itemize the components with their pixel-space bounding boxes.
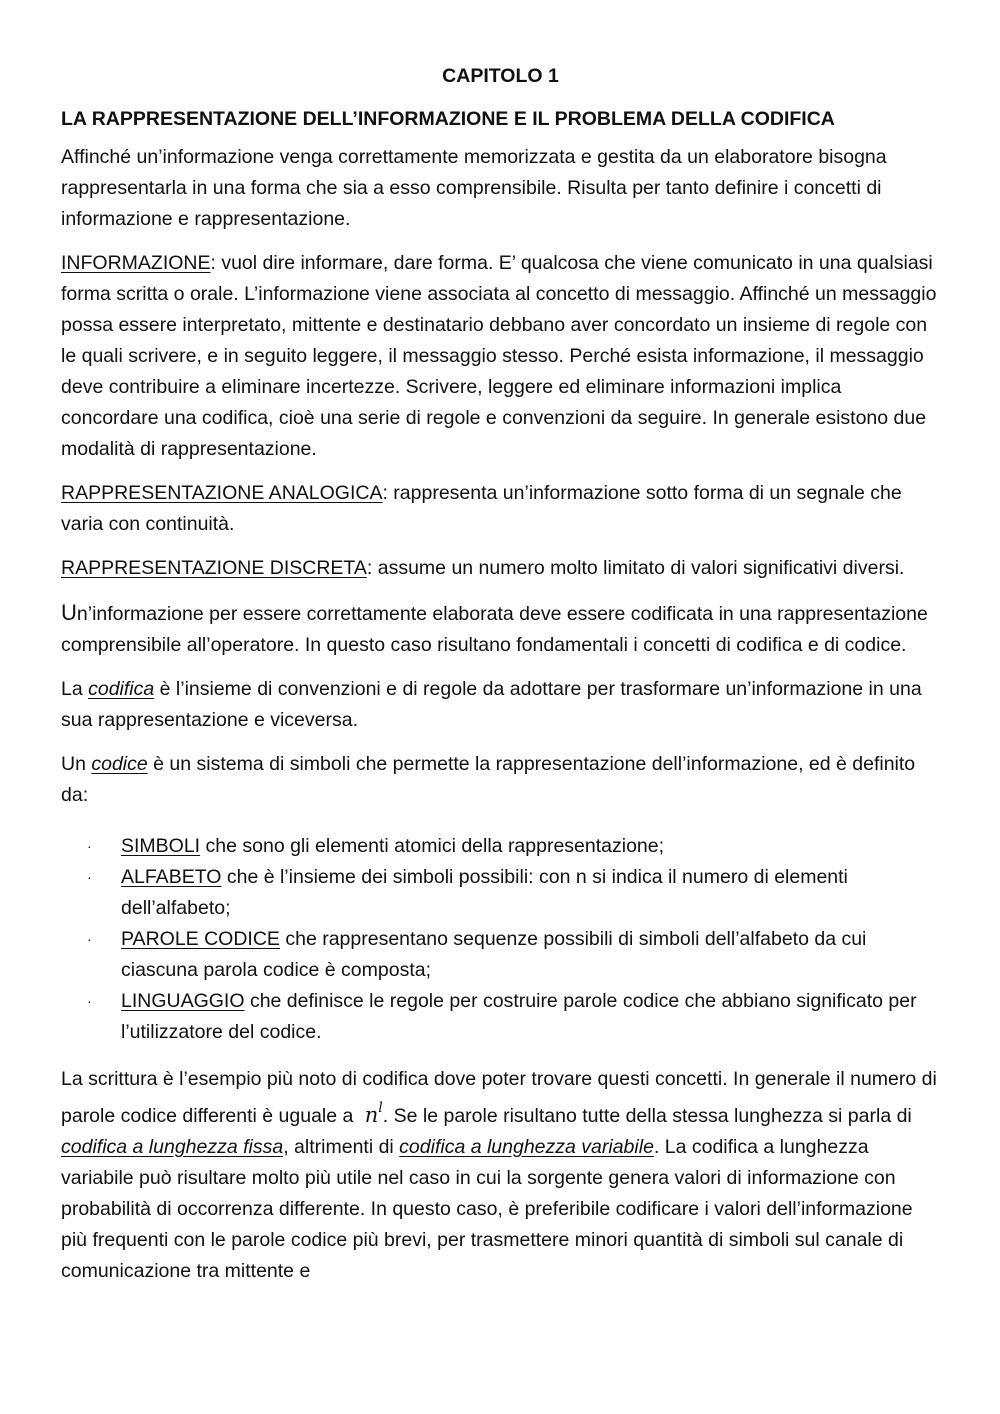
term-informazione: INFORMAZIONE [61, 252, 211, 274]
term-discreta: RAPPRESENTAZIONE DISCRETA [61, 557, 367, 579]
analogica-text: : rappresenta un’informazione sotto forma di un segnale che varia con continuità. [61, 482, 902, 535]
chapter-heading: CAPITOLO 1 [442, 65, 559, 87]
term-linguaggio: LINGUAGGIO [121, 990, 245, 1012]
scrittura-paragraph [61, 1064, 940, 1287]
list-item-text: che definisce le regole per costruire parole codice che abbiano significato per l’utilizzatore del codice. [121, 990, 917, 1043]
discreta-text: : assume un numero molto limitato di valori significativi diversi. [366, 557, 905, 579]
term-codice: codice [91, 753, 148, 775]
intro-paragraph: Affinché un’informazione venga correttamente memorizzata e gestita da un elaboratore bisogna rappresentarla in una forma che sia a esso comprensibile. Risulta per tanto definire i concetti di informazione e rappresentazione. [61, 146, 887, 230]
bullet-dot: · [87, 993, 92, 1009]
term-codifica: codifica [88, 678, 155, 700]
codifica-paragraph [61, 674, 940, 736]
list-item-text: che è l’insieme dei simboli possibili: con n si indica il numero di elementi dell’alfabeto; [121, 866, 848, 919]
scrittura-text-c: , altrimenti di [283, 1136, 400, 1158]
term-parole-codice: PAROLE CODICE [121, 928, 280, 950]
list-item [61, 862, 940, 924]
scrittura-text-a: La scrittura è l’esempio più noto di codifica dove poter trovare questi concetti. In generale il numero di parole codice differenti è uguale a [61, 1068, 937, 1127]
bullet-dot: · [87, 838, 92, 854]
term-analogica: RAPPRESENTAZIONE ANALOGICA [61, 482, 383, 504]
elaborazione-text: n’informazione per essere correttamente elaborata deve essere codificata in una rappresentazione comprensibile all’operatore. In questo caso risultano fondamentali i concetti di codifica e di codice. [61, 603, 928, 656]
codice-pre: Un [61, 753, 92, 775]
scrittura-text-b: . Se le parole risultano tutte della stessa lunghezza si parla di [382, 1105, 912, 1127]
list-item-text: che rappresentano sequenze possibili di simboli dell’alfabeto da cui ciascuna parola codice è composta; [121, 928, 867, 981]
analogica-paragraph [61, 478, 940, 540]
math-formula [364, 1100, 383, 1127]
term-lunghezza-variabile: codifica a lunghezza variabile [399, 1136, 654, 1158]
list-item [61, 831, 940, 862]
codifica-text: è l’insieme di convenzioni e di regole da adottare per trasformare un’informazione in una sua rappresentazione e viceversa. [61, 678, 922, 731]
elaborazione-paragraph [61, 597, 940, 661]
informazione-text: : vuol dire informare, dare forma. E’ qualcosa che viene comunicato in una qualsiasi forma scritta o orale. L’informazione viene associata al concetto di messaggio. Affinché un messaggio possa essere interpretato, mittente e destinatario debbano aver concordato un insieme di regole con le quali scrivere, e in seguito leggere, il messaggio stesso. Perché esista informazione, il messaggio deve contribuire a eliminare incertezze. Scrivere, leggere ed eliminare informazioni implica concordare una codifica, cioè una serie di regole e convenzioni da seguire. In generale esistono due modalità di rappresentazione. [61, 252, 937, 460]
term-lunghezza-fissa: codifica a lunghezza fissa [61, 1136, 284, 1158]
list-item [61, 924, 940, 986]
definition-list [61, 831, 940, 1048]
list-item-text: che sono gli elementi atomici della rappresentazione; [200, 835, 665, 857]
math-base: n [364, 1103, 379, 1127]
bullet-dot: · [87, 931, 92, 947]
bullet-dot: · [87, 869, 92, 885]
initial-letter: U [61, 600, 77, 625]
section-title: LA RAPPRESENTAZIONE DELL’INFORMAZIONE E IL PROBLEMA DELLA CODIFICA [61, 108, 835, 130]
scrittura-text-d: . La codifica a lunghezza variabile può risultare molto più utile nel caso in cui la sorgente genera valori di informazione con probabilità di occorrenza differente. In questo caso, è preferibile codificare i valori dell’informazione più frequenti con le parole codice più brevi, per trasmettere minori quantità di simboli sul canale di comunicazione tra mittente e [61, 1136, 913, 1282]
term-alfabeto: ALFABETO [121, 866, 222, 888]
codice-paragraph [61, 749, 940, 811]
term-simboli: SIMBOLI [121, 835, 201, 857]
codifica-pre: La [61, 678, 89, 700]
list-item [61, 986, 940, 1048]
codice-text: è un sistema di simboli che permette la rappresentazione dell’informazione, ed è definito da: [61, 753, 916, 806]
discreta-paragraph [61, 553, 940, 584]
math-exponent: l [378, 1100, 383, 1116]
informazione-paragraph [61, 248, 940, 465]
